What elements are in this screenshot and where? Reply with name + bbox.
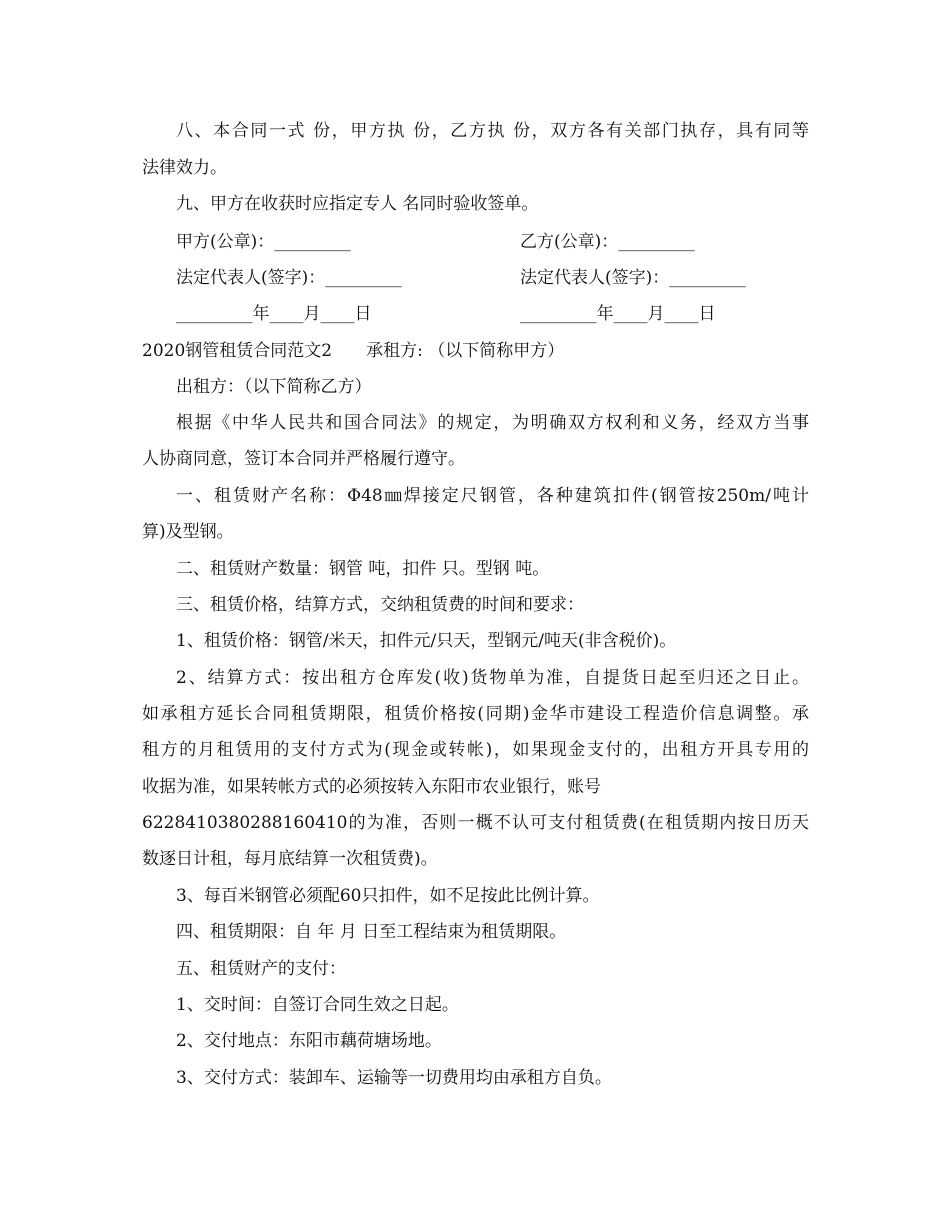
item-3-2-line-3: 租方的月租赁用的支付方式为(现金或转帐)，如果现金支付的，出租方开具专用的 — [142, 740, 809, 760]
item-5: 五、租赁财产的支付： — [176, 959, 346, 979]
clause-8-line-2: 法律效力。 — [142, 158, 227, 178]
party-b-date: _________年____月____日 — [520, 304, 716, 324]
item-2: 二、租赁财产数量：钢管 吨，扣件 只。型钢 吨。 — [176, 559, 550, 579]
item-5-3: 3、交付方式：装卸车、运输等一切费用均由承租方自负。 — [176, 1068, 612, 1088]
item-5-1: 1、交时间：自签订合同生效之日起。 — [176, 995, 459, 1015]
preamble-line-1: 根据《中华人民共和国合同法》的规定，为明确双方权利和义务，经双方当事 — [176, 413, 809, 433]
item-1-line-1: 一、租赁财产名称：Φ48㎜焊接定尺钢管，各种建筑扣件(钢管按250m/吨计 — [176, 486, 809, 506]
item-4: 四、租赁期限：自 年 月 日至工程结束为租赁期限。 — [176, 922, 567, 942]
item-3-3: 3、每百米钢管必须配60只扣件，如不足按此比例计算。 — [176, 886, 600, 906]
item-3-2-line-6: 数逐日计租，每月底结算一次租赁费)。 — [142, 849, 438, 869]
clause-9: 九、甲方在收获时应指定专人 名同时验收签单。 — [176, 194, 539, 214]
item-3-2-line-4: 收据为准，如果转帐方式的必须按转入东阳市农业银行，账号 — [142, 777, 601, 797]
party-b-seal: 乙方(公章)：_________ — [520, 232, 695, 252]
contract-title-lessee: 2020钢管租赁合同范文2 承租方: （以下简称甲方） — [142, 341, 565, 361]
clause-8-line-1: 八、本合同一式 份，甲方执 份，乙方执 份，双方各有关部门执存，具有同等 — [176, 121, 809, 141]
item-3: 三、租赁价格，结算方式，交纳租赁费的时间和要求： — [176, 595, 584, 615]
item-3-2-line-1: 2、结算方式：按出租方仓库发(收)货物单为准，自提货日起至归还之日止。 — [176, 668, 809, 688]
party-a-date: _________年____月____日 — [176, 304, 372, 324]
party-a-seal: 甲方(公章)：_________ — [176, 232, 351, 252]
item-5-2: 2、交付地点：东阳市藕荷塘场地。 — [176, 1031, 442, 1051]
item-3-2-line-2: 如承租方延长合同租赁期限，租赁价格按(同期)金华市建设工程造价信息调整。承 — [142, 704, 809, 724]
preamble-line-2: 人协商同意，签订本合同并严格履行遵守。 — [142, 449, 465, 469]
item-1-line-2: 算)及型钢。 — [142, 522, 234, 542]
party-a-representative: 法定代表人(签字)：_________ — [176, 268, 402, 288]
lessor-line: 出租方：（以下简称乙方） — [176, 377, 372, 397]
item-3-2-line-5: 6228410380288160410的为准，否则一概不认可支付租赁费(在租赁期内按日历天 — [142, 813, 809, 833]
item-3-1: 1、租赁价格：钢管/米天，扣件元/只天，型钢元/吨天(非含税价)。 — [176, 631, 677, 651]
party-b-representative: 法定代表人(签字)：_________ — [520, 268, 746, 288]
